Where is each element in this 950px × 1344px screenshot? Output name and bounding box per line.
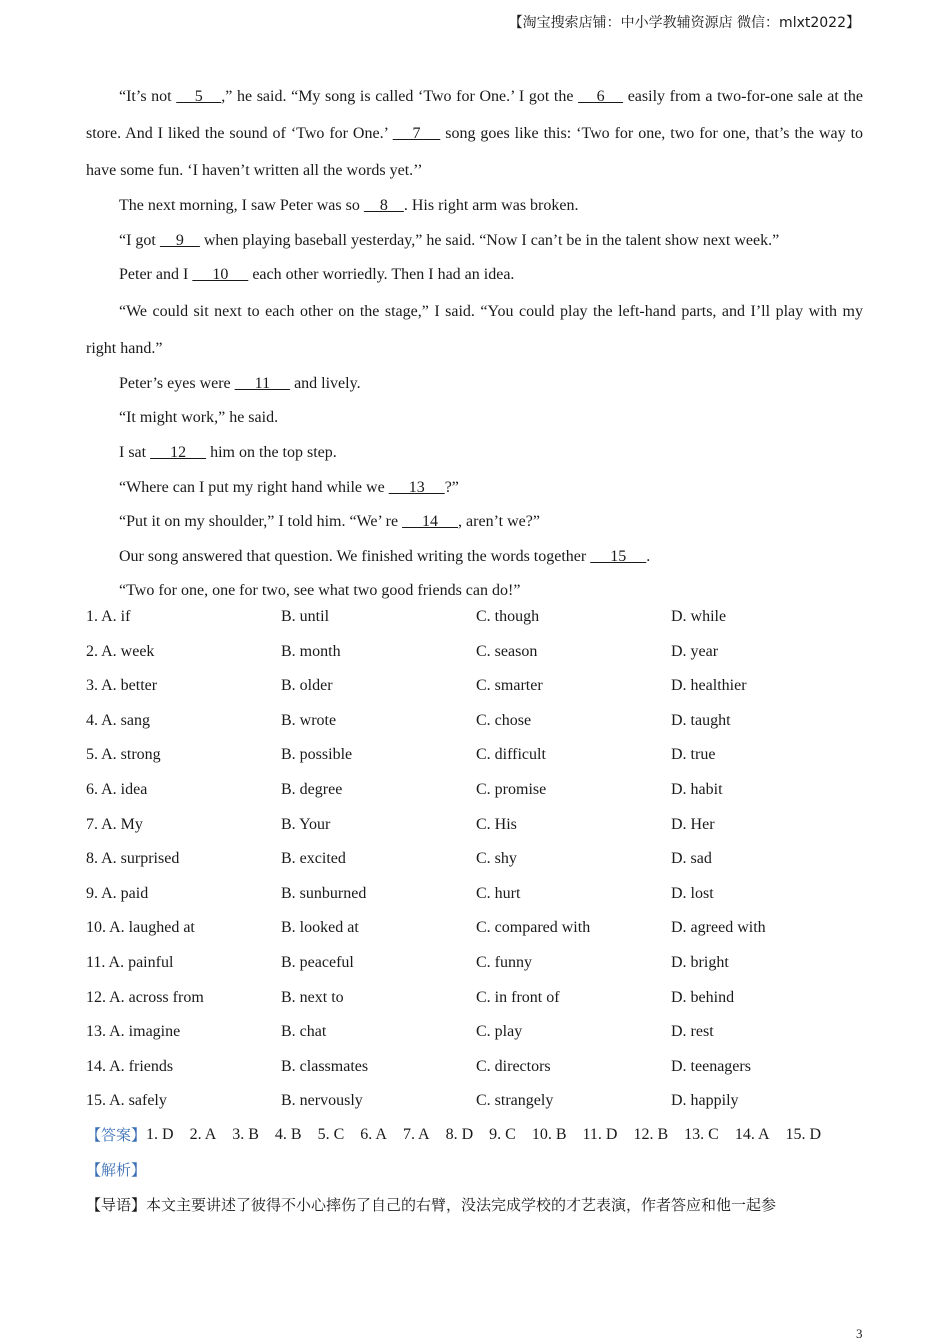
answer-item: 2. A <box>189 1126 217 1143</box>
option-row <box>86 911 863 946</box>
guide-paragraph <box>86 1188 876 1223</box>
answer-item: 4. B <box>274 1126 302 1143</box>
passage-text: “Where can I put my right hand while we <box>119 478 389 496</box>
answer-item: 11. D <box>582 1126 618 1143</box>
option-choice: D. sad <box>671 850 712 868</box>
option-choice: D. Her <box>671 815 715 833</box>
answer-item: 5. C <box>317 1126 345 1143</box>
passage-text: song goes like this: ‘Two for one, two for one, that’s the way to have some fun. ‘I haven’t written all the words yet.’’ <box>86 125 864 179</box>
answer-blank: 9 <box>159 231 200 249</box>
passage-paragraph <box>86 189 863 224</box>
option-choice: D. teenagers <box>671 1057 751 1075</box>
option-choice: 10. A. laughed at <box>86 919 195 937</box>
option-choice: D. year <box>671 642 719 660</box>
option-choice: B. possible <box>281 746 353 764</box>
answer-item: 9. C <box>489 1126 516 1143</box>
answer-blank: 5 <box>176 88 222 105</box>
answer-row <box>86 1118 837 1153</box>
answer-item: 12. B <box>633 1126 669 1143</box>
passage-text: , aren’t we?” <box>458 513 540 531</box>
option-choice: B. month <box>281 642 341 660</box>
passage-text: “We could sit next to each other on the stage,” I said. “You could play the left-hand parts, and I’ll play with my right hand.” <box>86 302 863 357</box>
option-row <box>86 635 863 670</box>
option-choice: D. agreed with <box>671 919 766 937</box>
option-choice: C. shy <box>476 850 517 868</box>
option-choice: B. until <box>281 608 330 625</box>
answer-blank: 11 <box>234 374 291 392</box>
passage-text: I sat <box>119 443 151 461</box>
option-choice: D. happily <box>671 1092 739 1110</box>
passage-text: Peter and I <box>119 266 193 284</box>
option-choice: D. bright <box>671 953 729 971</box>
option-row <box>86 600 863 635</box>
option-choice: D. healthier <box>671 677 747 695</box>
option-row <box>86 946 863 981</box>
passage-text: ,” he said. “My song is called ‘Two for One.’ I got the <box>221 88 579 105</box>
answer-label: 【答案】 <box>86 1126 147 1144</box>
passage-paragraph <box>86 471 863 506</box>
answer-blank: 13 <box>388 478 445 496</box>
option-choice: C. chose <box>476 711 532 729</box>
option-choice: C. directors <box>476 1057 551 1075</box>
passage-paragraph <box>86 505 863 540</box>
option-choice: B. peaceful <box>281 953 354 971</box>
option-row <box>86 1050 863 1085</box>
answer-blank: 7 <box>392 125 441 142</box>
passage-paragraph <box>86 401 863 436</box>
answer-blank: 8 <box>363 197 404 214</box>
option-choice: 14. A. friends <box>86 1057 174 1075</box>
option-row <box>86 877 863 912</box>
option-choice: C. compared with <box>476 919 591 937</box>
option-choice: B. nervously <box>281 1092 363 1110</box>
option-choice: 2. A. week <box>86 642 155 660</box>
answer-blank: 15 <box>590 547 647 565</box>
option-row <box>86 1084 863 1119</box>
answer-blank: 6 <box>578 88 624 105</box>
analysis-label: 【解析】 <box>86 1161 147 1179</box>
passage-text: easily from a two-for-one sale at the store. And I liked the sound of ‘Two for One.’ <box>86 88 864 142</box>
option-choice: C. funny <box>476 953 532 971</box>
option-choice: 11. A. painful <box>86 953 174 971</box>
option-row <box>86 1015 863 1050</box>
passage-paragraph <box>86 78 863 189</box>
answer-item: 15. D <box>785 1126 822 1143</box>
option-row <box>86 808 863 843</box>
answer-blank: 14 <box>402 513 459 531</box>
passage-text: . <box>646 547 651 565</box>
guide-text: 本文主要讲述了彼得不小心摔伤了自己的右臂，没法完成学校的才艺表演，作者答应和他一起参 <box>146 1196 777 1214</box>
passage-text: him on the top step. <box>206 443 337 461</box>
passage-text: “Two for one, one for two, see what two good friends can do!” <box>119 582 521 600</box>
option-choice: B. sunburned <box>281 884 367 902</box>
passage-text: when playing baseball yesterday,” he said. “Now I can’t be in the talent show next week.” <box>199 231 780 249</box>
option-choice: 15. A. safely <box>86 1092 167 1110</box>
option-choice: 6. A. idea <box>86 780 148 798</box>
option-choice: B. chat <box>281 1023 327 1041</box>
option-row <box>86 842 863 877</box>
option-choice: 8. A. surprised <box>86 850 180 868</box>
option-choice: 4. A. sang <box>86 711 150 729</box>
passage-paragraph <box>86 436 863 471</box>
option-choice: 1. A. if <box>86 608 131 625</box>
option-choice: B. looked at <box>281 919 359 937</box>
option-choice: 12. A. across from <box>86 988 204 1006</box>
option-choice: C. promise <box>476 780 547 798</box>
option-choice: B. wrote <box>281 711 337 729</box>
answer-item: 8. D <box>445 1126 474 1143</box>
answer-item: 14. A <box>734 1126 770 1143</box>
option-choice: C. difficult <box>476 746 546 764</box>
answer-item: 3. B <box>232 1126 259 1143</box>
option-row <box>86 981 863 1016</box>
option-choice: B. Your <box>281 815 331 833</box>
passage-text: ?” <box>444 478 459 496</box>
option-choice: C. hurt <box>476 884 521 902</box>
passage-text: “It might work,” he said. <box>119 409 279 427</box>
passage-text: “It’s not <box>119 88 177 105</box>
option-row <box>86 704 863 739</box>
passage-text: “I got <box>119 231 160 249</box>
passage-paragraph <box>86 540 863 575</box>
passage-text: each other worriedly. Then I had an idea. <box>248 266 515 284</box>
option-choice: B. older <box>281 677 333 695</box>
option-choice: D. lost <box>671 884 714 902</box>
passage <box>86 78 863 609</box>
passage-text: Our song answered that question. We finished writing the words together <box>119 547 591 565</box>
passage-text: Peter’s eyes were <box>119 374 235 392</box>
passage-text: and lively. <box>290 374 361 392</box>
option-choice: C. strangely <box>476 1092 554 1110</box>
option-choice: B. degree <box>281 780 343 798</box>
answer-blank: 10 <box>192 266 249 284</box>
option-choice: D. behind <box>671 988 735 1006</box>
option-choice: B. classmates <box>281 1057 369 1075</box>
answer-item: 10. B <box>531 1126 567 1143</box>
option-choice: C. His <box>476 815 517 833</box>
option-choice: D. true <box>671 746 716 764</box>
passage-paragraph <box>86 224 863 259</box>
passage-paragraph <box>86 258 863 293</box>
option-choice: D. habit <box>671 780 723 798</box>
guide-label: 【导语】 <box>86 1196 147 1214</box>
passage-text: The next morning, I saw Peter was so <box>119 197 364 214</box>
option-choice: 9. A. paid <box>86 884 149 902</box>
option-choice: 13. A. imagine <box>86 1023 181 1041</box>
options-list <box>86 600 863 1119</box>
option-choice: 5. A. strong <box>86 746 161 764</box>
passage-text: . His right arm was broken. <box>403 197 579 214</box>
option-choice: C. play <box>476 1023 523 1041</box>
answer-list <box>146 1118 837 1153</box>
option-choice: C. though <box>476 608 540 625</box>
page-header: 【淘宝搜索店铺：中小学教辅资源店 微信：mlxt2022】 <box>508 15 860 31</box>
answer-item: 1. D <box>146 1126 174 1143</box>
option-choice: 7. A. My <box>86 815 143 833</box>
option-choice: B. excited <box>281 850 346 868</box>
option-choice: D. while <box>671 608 727 625</box>
page-number: 3 <box>856 1326 863 1341</box>
option-choice: 3. A. better <box>86 677 158 695</box>
option-choice: B. next to <box>281 988 344 1006</box>
passage-text: “Put it on my shoulder,” I told him. “We’ re <box>119 513 403 531</box>
option-choice: C. in front of <box>476 988 560 1006</box>
answer-item: 6. A <box>360 1126 387 1143</box>
option-choice: D. rest <box>671 1023 714 1041</box>
passage-paragraph <box>86 293 863 367</box>
passage-paragraph <box>86 367 863 402</box>
option-row <box>86 773 863 808</box>
option-choice: D. taught <box>671 711 731 729</box>
option-row <box>86 738 863 773</box>
option-choice: C. season <box>476 642 538 660</box>
option-row <box>86 669 863 704</box>
answer-item: 7. A <box>402 1126 430 1143</box>
answer-item: 13. C <box>684 1126 719 1143</box>
answer-blank: 12 <box>150 443 207 461</box>
option-choice: C. smarter <box>476 677 543 695</box>
